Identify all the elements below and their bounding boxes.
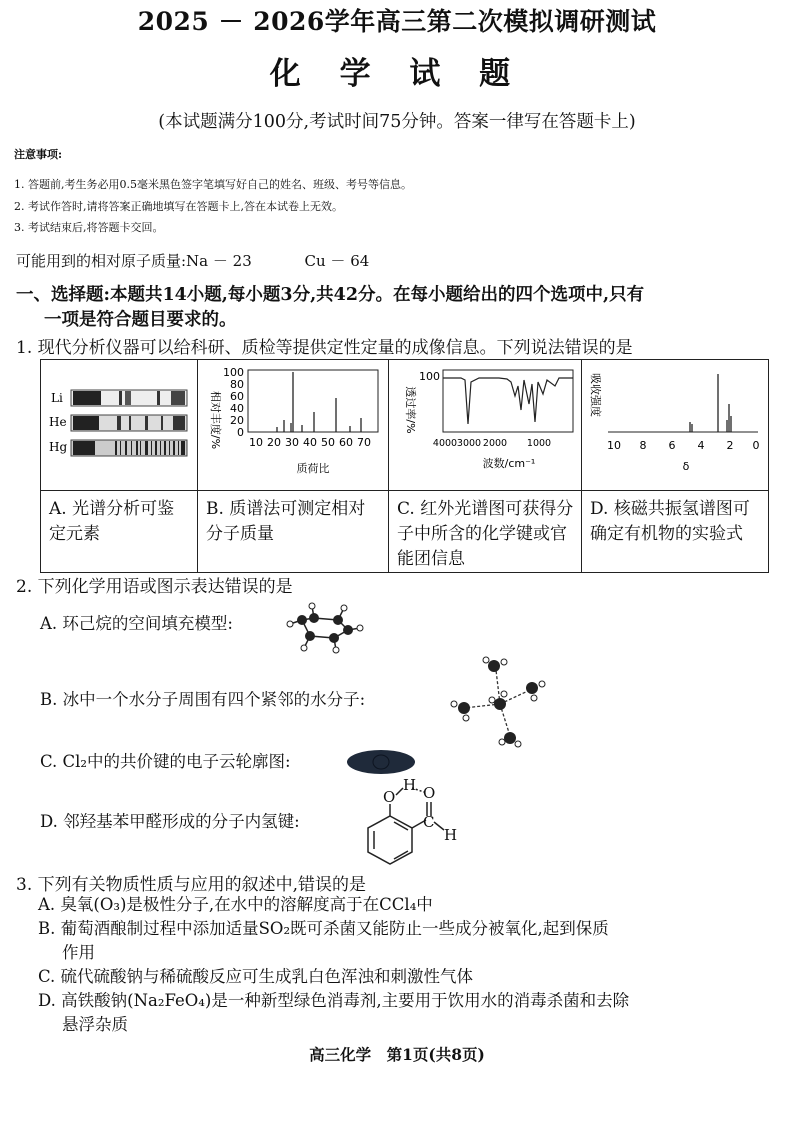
exam-subtitle: (本试题满分100分,考试时间75分钟。答案一律写在答题卡上) [158,112,636,132]
q1-table [40,359,769,573]
mass-spec-frame [248,370,378,432]
cyclohexane-model [280,600,370,656]
ir-spec-ylabel: 透过率/% [404,386,417,434]
mass-spec-xticks [249,436,371,449]
atom-h-hydroxyl: H [403,778,417,794]
spectrum-label-hg: Hg [49,440,68,454]
nmr-spec-xticks [607,439,760,452]
ir-spectrum-cell [389,360,582,491]
atomic-masses [16,250,369,271]
notice-item-1: 1. 答题前,考生务必用0.5毫米黑色签字笔填写好自己的姓名、班级、考号等信息。 [14,178,412,191]
nmr-spec-xtick: 2 [726,439,734,452]
nmr-spectrum-figure [582,360,768,486]
section-heading-line1: 一、选择题:本题共14小题,每小题3分,共42分。在每小题给出的四个选项中,只有 [16,285,645,305]
section-heading-line2: 一项是符合题目要求的。 [44,310,237,330]
q1-stem: 1. 现代分析仪器可以给科研、质检等提供定性定量的成像信息。下列说法错误的是 [16,338,633,358]
section-heading [16,283,784,333]
ir-spec-xlabel: 波数/cm⁻¹ [482,457,536,470]
nmr-spec-ylabel: 吸收强度 [589,373,602,417]
mass-spec-peaks [277,372,361,432]
ir-spec-xtick: 1000 [526,438,552,449]
q3-option-b: B. 葡萄酒酿制过程中添加适量SO₂既可杀菌又能防止一些成分被氧化,起到保质 [38,919,609,938]
cl2-electron-cloud [345,747,417,777]
mass-spec-ytick: 80 [230,378,244,391]
q2-stem: 2. 下列化学用语或图示表达错误的是 [16,577,293,597]
nmr-spectrum-cell [582,360,769,491]
mass-spec-ytick: 40 [230,402,244,415]
mass-spectrum-figure [198,360,388,486]
mass-spec-ytick: 60 [230,390,244,403]
mass-spec-ytick: 0 [237,426,244,439]
nmr-spec-xtick: 10 [607,439,621,452]
ir-spec-xticks [433,438,551,449]
q1-option-c: C. 红外光谱图可获得分子中所含的化学键或官能团信息 [389,491,582,573]
q2-option-d: D. 邻羟基苯甲醛形成的分子内氢键: [40,812,300,831]
spectrum-hg [71,440,187,456]
mass-spec-xtick: 70 [357,436,371,449]
nmr-peaks [690,374,731,432]
q3-stem: 3. 下列有关物质性质与应用的叙述中,错误的是 [16,875,367,895]
atom-o-hydroxyl: O [383,788,396,806]
q3-option-d-cont: 悬浮杂质 [62,1015,128,1034]
nmr-spec-xtick: 6 [668,439,676,452]
spectrum-label-he: He [49,415,67,429]
ir-spec-xtick: 4000 [432,438,458,449]
q3-option-c: C. 硫代硫酸钠与稀硫酸反应可生成乳白色浑浊和刺激性气体 [38,967,474,986]
q2-option-c: C. Cl₂中的共价键的电子云轮廓图: [40,752,291,771]
mass-spec-xtick: 40 [303,436,317,449]
atom-o-carbonyl: O [423,784,436,802]
notice-heading: 注意事项: [14,148,63,161]
nmr-spec-xtick: 4 [697,439,705,452]
mass-spec-xtick: 10 [249,436,263,449]
mass-spec-xtick: 50 [321,436,335,449]
nmr-spec-xlabel: δ [682,460,690,473]
q1-option-d: D. 核磁共振氢谱图可确定有机物的实验式 [582,491,769,573]
spectrum-he [71,415,187,431]
mass-spec-ytick: 20 [230,414,244,427]
q1-option-a: A. 光谱分析可鉴定元素 [41,491,198,573]
exam-title: 2025 － 2026学年高三第二次模拟调研测试 [137,7,657,36]
q3-option-b-cont: 作用 [62,943,95,962]
ir-spectrum-trace [443,378,573,424]
page-footer: 高三化学 第1页(共8页) [309,1045,485,1064]
spectrum-label-li: Li [51,391,63,405]
ir-spec-xtick: 3000 [456,438,482,449]
mass-spec-yticks [223,366,244,439]
mass-spec-xlabel: 质荷比 [296,462,330,475]
q3-option-a: A. 臭氧(O₃)是极性分子,在水中的溶解度高于在CCl₄中 [38,895,433,914]
mass-spec-xtick: 60 [339,436,353,449]
q2-option-b: B. 冰中一个水分子周围有四个紧邻的水分子: [40,690,366,709]
ir-spectrum-figure [389,360,581,486]
ir-spec-ytick: 100 [419,370,440,383]
notice-item-3: 3. 考试结束后,将答题卡交回。 [14,221,164,234]
mass-spec-xtick: 30 [285,436,299,449]
nmr-spec-xtick: 8 [639,439,647,452]
spectrum-li [71,390,187,406]
ir-spec-xtick: 2000 [482,438,508,449]
emission-spectra-figure [41,360,197,486]
q3-option-d: D. 高铁酸钠(Na₂FeO₄)是一种新型绿色消毒剂,主要用于饮用水的消毒杀菌和去除 [38,991,630,1010]
mass-spectrum-cell [198,360,389,491]
q2-option-a: A. 环己烷的空间填充模型: [40,614,233,633]
atomic-mass-na: 可能用到的相对原子质量:Na － 23 [16,252,252,270]
nmr-spec-xtick: 0 [752,439,760,452]
atom-h-aldehyde: H [444,826,458,844]
ice-water-model [446,650,566,750]
emission-spectra-cell [41,360,198,491]
q1-option-b: B. 质谱法可测定相对分子质量 [198,491,389,573]
mass-spec-xtick: 20 [267,436,281,449]
atomic-mass-cu: Cu － 64 [304,252,370,270]
hydroxybenzaldehyde-structure [360,778,470,870]
atom-c-carbonyl: C [423,813,435,831]
mass-spec-ylabel: 相对丰度/% [209,390,222,450]
notice-item-2: 2. 考试作答时,请将答案正确地填写在答题卡上,答在本试卷上无效。 [14,200,343,213]
subject-title: 化 学 试 题 [269,56,525,92]
mass-spec-ytick: 100 [223,366,244,379]
